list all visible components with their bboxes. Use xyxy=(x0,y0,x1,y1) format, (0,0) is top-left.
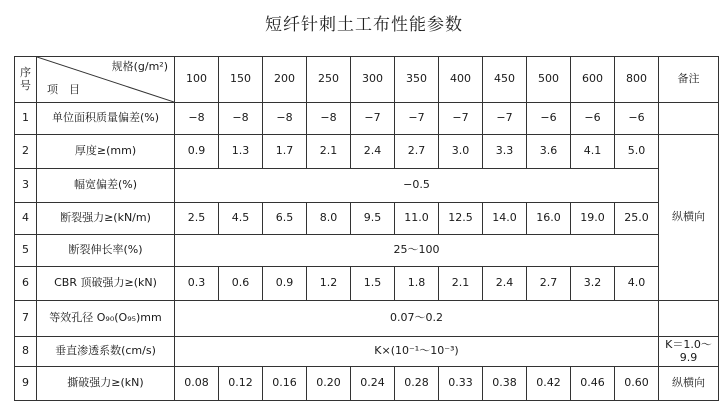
merged-value-cell: 25～100 xyxy=(175,235,659,267)
property-name: 厚度≥(mm) xyxy=(37,135,175,169)
value-cell: 0.3 xyxy=(175,267,219,301)
property-name: 断裂伸长率(%) xyxy=(37,235,175,267)
value-cell: 5.0 xyxy=(615,135,659,169)
note-cell: 纵横向 xyxy=(659,135,719,301)
value-cell: 1.2 xyxy=(307,267,351,301)
value-cell: 0.33 xyxy=(439,367,483,401)
value-cell: 0.38 xyxy=(483,367,527,401)
table-row xyxy=(15,135,719,169)
merged-value-cell: −0.5 xyxy=(175,169,659,203)
value-cell: −8 xyxy=(307,103,351,135)
value-cell: −7 xyxy=(351,103,395,135)
value-cell: 2.7 xyxy=(527,267,571,301)
row-number: 6 xyxy=(15,267,37,301)
property-name: 幅宽偏差(%) xyxy=(37,169,175,203)
value-cell: 12.5 xyxy=(439,203,483,235)
table-row xyxy=(15,235,719,267)
spec-header: 450 xyxy=(483,57,527,103)
value-cell: −8 xyxy=(219,103,263,135)
table-row xyxy=(15,169,719,203)
value-cell: 2.7 xyxy=(395,135,439,169)
value-cell: 0.24 xyxy=(351,367,395,401)
spec-header: 150 xyxy=(219,57,263,103)
value-cell: 2.1 xyxy=(307,135,351,169)
spec-header: 600 xyxy=(571,57,615,103)
note-cell: 纵横向 xyxy=(659,367,719,401)
value-cell: 4.5 xyxy=(219,203,263,235)
value-cell: 25.0 xyxy=(615,203,659,235)
value-cell: 1.5 xyxy=(351,267,395,301)
value-cell: 8.0 xyxy=(307,203,351,235)
value-cell: −8 xyxy=(175,103,219,135)
value-cell: 3.2 xyxy=(571,267,615,301)
diagonal-header-cell xyxy=(37,57,175,103)
value-cell: 4.1 xyxy=(571,135,615,169)
page-title: 短纤针刺土工布性能参数 xyxy=(265,15,463,35)
merged-value-cell: 0.07～0.2 xyxy=(175,301,659,337)
spec-header: 300 xyxy=(351,57,395,103)
value-cell: 0.16 xyxy=(263,367,307,401)
value-cell: 3.6 xyxy=(527,135,571,169)
value-cell: 6.5 xyxy=(263,203,307,235)
value-cell: 16.0 xyxy=(527,203,571,235)
value-cell: 0.6 xyxy=(219,267,263,301)
note-cell: K＝1.0～9.9 xyxy=(659,337,719,367)
note-cell xyxy=(659,103,719,135)
value-cell: 9.5 xyxy=(351,203,395,235)
value-cell: 2.4 xyxy=(483,267,527,301)
value-cell: 0.42 xyxy=(527,367,571,401)
seq-header-bottom: 号 xyxy=(20,78,31,92)
property-name: 单位面积质量偏差(%) xyxy=(37,103,175,135)
item-header-label: 项 目 xyxy=(47,82,80,96)
value-cell: −6 xyxy=(615,103,659,135)
spec-header: 500 xyxy=(527,57,571,103)
spec-header: 200 xyxy=(263,57,307,103)
value-cell: 19.0 xyxy=(571,203,615,235)
value-cell: 1.3 xyxy=(219,135,263,169)
value-cell: 1.7 xyxy=(263,135,307,169)
value-cell: −6 xyxy=(571,103,615,135)
value-cell: −7 xyxy=(483,103,527,135)
table-row xyxy=(15,301,719,337)
seq-header xyxy=(15,57,37,103)
value-cell: 0.12 xyxy=(219,367,263,401)
row-number: 4 xyxy=(15,203,37,235)
row-number: 8 xyxy=(15,337,37,367)
note-header: 备注 xyxy=(659,57,719,103)
value-cell: −6 xyxy=(527,103,571,135)
value-cell: −7 xyxy=(395,103,439,135)
value-cell: −8 xyxy=(263,103,307,135)
value-cell: 14.0 xyxy=(483,203,527,235)
spec-header: 100 xyxy=(175,57,219,103)
seq-header-top: 序 xyxy=(20,66,31,80)
row-number: 1 xyxy=(15,103,37,135)
table-row xyxy=(15,337,719,367)
value-cell: 0.9 xyxy=(263,267,307,301)
table-row xyxy=(15,367,719,401)
property-name: 垂直渗透系数(cm/s) xyxy=(37,337,175,367)
value-cell: 3.3 xyxy=(483,135,527,169)
property-name: 等效孔径 O₉₀(O₉₅)mm xyxy=(37,301,175,337)
value-cell: 0.28 xyxy=(395,367,439,401)
value-cell: 0.08 xyxy=(175,367,219,401)
header-row xyxy=(15,57,719,103)
performance-table xyxy=(14,56,719,401)
value-cell: 0.60 xyxy=(615,367,659,401)
value-cell: 0.46 xyxy=(571,367,615,401)
row-number: 7 xyxy=(15,301,37,337)
value-cell: 0.9 xyxy=(175,135,219,169)
table-row xyxy=(15,103,719,135)
spec-header: 250 xyxy=(307,57,351,103)
property-name: 断裂强力≥(kN/m) xyxy=(37,203,175,235)
merged-value-cell: K×(10⁻¹～10⁻³) xyxy=(175,337,659,367)
property-name: CBR 顶破强力≥(kN) xyxy=(37,267,175,301)
value-cell: 1.8 xyxy=(395,267,439,301)
spec-header: 800 xyxy=(615,57,659,103)
value-cell: 2.4 xyxy=(351,135,395,169)
value-cell: 2.5 xyxy=(175,203,219,235)
table-row xyxy=(15,203,719,235)
value-cell: 3.0 xyxy=(439,135,483,169)
value-cell: 11.0 xyxy=(395,203,439,235)
spec-header-label: 规格(g/m²) xyxy=(111,60,168,73)
spec-header: 350 xyxy=(395,57,439,103)
value-cell: 0.20 xyxy=(307,367,351,401)
row-number: 5 xyxy=(15,235,37,267)
row-number: 2 xyxy=(15,135,37,169)
table-row xyxy=(15,267,719,301)
property-name: 撕破强力≥(kN) xyxy=(37,367,175,401)
spec-header: 400 xyxy=(439,57,483,103)
value-cell: 4.0 xyxy=(615,267,659,301)
row-number: 3 xyxy=(15,169,37,203)
row-number: 9 xyxy=(15,367,37,401)
note-cell xyxy=(659,301,719,337)
value-cell: 2.1 xyxy=(439,267,483,301)
value-cell: −7 xyxy=(439,103,483,135)
